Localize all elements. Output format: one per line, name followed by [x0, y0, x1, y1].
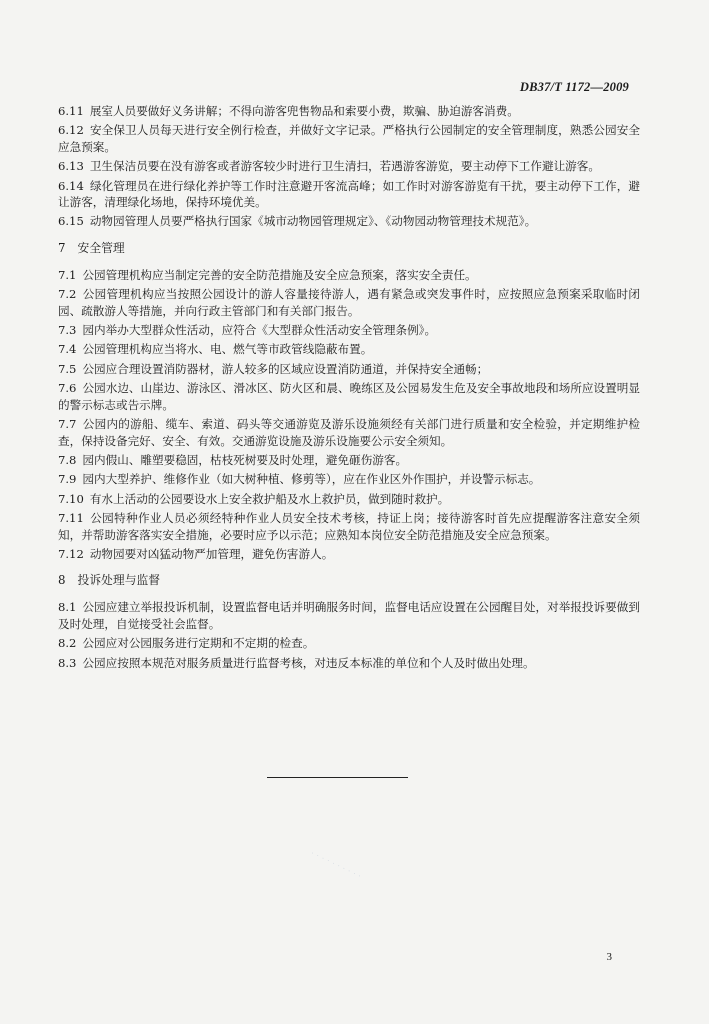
- clause-paragraph: [58, 491, 640, 507]
- section-heading: [58, 240, 640, 256]
- clause-paragraph: [58, 341, 640, 357]
- clause-paragraph: [58, 158, 640, 174]
- clause-text: 公园管理机构应当制定完善的安全防范措施及安全应急预案，落实安全责任。: [82, 267, 477, 282]
- clause-text: 园内举办大型群众性活动，应符合《大型群众性活动安全管理条例》。: [82, 323, 437, 338]
- clause-paragraph: [58, 213, 640, 229]
- clause-text: 公园应建立举报投诉机制，设置监督电话并明确服务时间，监督电话应设置在公园醒目处，对举报投诉要做到及时处理，自觉接受社会监督。: [58, 600, 640, 631]
- clause-number: 7.5: [58, 361, 77, 376]
- clause-paragraph: [58, 599, 640, 632]
- clause-paragraph: [58, 322, 640, 338]
- clause-paragraph: [58, 635, 640, 651]
- document-id: DB37/T 1172—2009: [519, 80, 629, 94]
- clause-number: 7.7: [58, 417, 77, 432]
- clause-number: 7.12: [58, 546, 84, 561]
- clause-paragraph: [58, 103, 640, 119]
- clause-paragraph: [58, 655, 640, 671]
- section-number: 7: [58, 240, 66, 255]
- clause-paragraph: [58, 361, 640, 377]
- clause-paragraph: [58, 380, 640, 413]
- clause-number: 6.11: [58, 104, 84, 118]
- clause-number: 7.1: [58, 267, 77, 282]
- clause-text: 卫生保洁员要在没有游客或者游客较少时进行卫生清扫，若遇游客游览，要主动停下工作避让游客。: [89, 159, 600, 174]
- clause-text: 动物园要对凶猛动物严加管理，避免伤害游人。: [89, 546, 334, 561]
- section-title: 安全管理: [77, 240, 125, 255]
- clause-text: 展室人员要做好义务讲解；不得向游客兜售物品和索要小费，欺骗、胁迫游客消费。: [89, 104, 519, 118]
- section-title: 投诉处理与监督: [77, 573, 161, 588]
- section-number: 8: [58, 573, 66, 588]
- document-body: [58, 103, 640, 674]
- clause-number: 6.15: [58, 214, 84, 229]
- clause-number: 7.11: [58, 511, 84, 526]
- clause-paragraph: [58, 416, 640, 449]
- clause-number: 7.3: [58, 323, 77, 338]
- clause-text: 公园水边、山崖边、游泳区、滑冰区、防火区和晨、晚练区及公园易发生危及安全事故地段和场所应设置明显的警示标志或告示牌。: [58, 381, 640, 412]
- clause-number: 8.1: [58, 600, 77, 615]
- clause-text: 公园应合理设置消防器材，游人较多的区域应设置消防通道，并保持安全通畅；: [82, 361, 489, 376]
- clause-paragraph: [58, 286, 640, 319]
- clause-number: 7.9: [58, 472, 77, 487]
- clause-paragraph: [58, 452, 640, 468]
- clause-paragraph: [58, 178, 640, 211]
- clause-number: 6.12: [58, 123, 84, 138]
- clause-text: 有水上活动的公园要设水上安全救护船及水上救护员，做到随时救护。: [89, 491, 450, 506]
- clause-text: 公园管理机构应当按照公园设计的游人容量接待游人，遇有紧急或突发事件时，应按照应急预案采取临时闭园、疏散游人等措施，并向行政主管部门和有关部门报告。: [58, 287, 640, 318]
- clause-number: 8.3: [58, 655, 77, 670]
- clause-text: 公园应对公园服务进行定期和不定期的检查。: [82, 636, 315, 651]
- page-number: 3: [606, 951, 612, 963]
- clause-paragraph: [58, 510, 640, 543]
- clause-paragraph: [58, 546, 640, 562]
- clause-number: 7.4: [58, 342, 77, 357]
- clause-text: 安全保卫人员每天进行安全例行检查，并做好文字记录。严格执行公园制定的安全管理制度，熟悉公园安全应急预案。: [58, 123, 640, 154]
- clause-text: 公园管理机构应当将水、电、燃气等市政管线隐蔽布置。: [82, 342, 373, 357]
- clause-paragraph: [58, 471, 640, 487]
- clause-number: 6.14: [58, 178, 84, 193]
- clause-paragraph: [58, 267, 640, 283]
- clause-number: 7.6: [58, 381, 77, 396]
- clause-number: 7.10: [58, 491, 84, 506]
- clause-text: 公园特种作业人员必须经特种作业人员安全技术考核，持证上岗；接待游客时首先应提醒游客注意安全须知，并帮助游客落实安全措施，必要时应予以示范；应熟知本岗位安全防范措施及安全应急预案。: [58, 511, 640, 542]
- section-heading: [58, 572, 640, 588]
- clause-text: 公园应按照本规范对服务质量进行监督考核，对违反本标准的单位和个人及时做出处理。: [82, 655, 535, 670]
- clause-text: 园内大型养护、维修作业（如大树种植、修剪等），应在作业区外作围护，并设警示标志。: [82, 472, 541, 487]
- clause-number: 6.13: [58, 159, 84, 174]
- clause-number: 7.8: [58, 452, 77, 467]
- clause-number: 7.2: [58, 287, 77, 302]
- end-rule: [267, 777, 408, 778]
- clause-number: 8.2: [58, 636, 77, 651]
- clause-text: 公园内的游船、缆车、索道、码头等交通游览及游乐设施须经有关部门进行质量和安全检验，并定期维护检查，保持设备完好、安全、有效。交通游览设施及游乐设施要公示安全须知。: [58, 417, 640, 448]
- clause-text: 园内假山、雕塑要稳固，枯枝死树要及时处理，避免砸伤游客。: [82, 452, 408, 467]
- clause-text: 动物园管理人员要严格执行国家《城市动物园管理规定》、《动物园动物管理技术规范》。: [89, 214, 537, 229]
- faint-watermark: · · · · · · · · · ·: [309, 850, 363, 881]
- clause-text: 绿化管理员在进行绿化养护等工作时注意避开客流高峰；如工作时对游客游览有干扰，要主动停下工作，避让游客，清理绿化场地，保持环境优美。: [58, 178, 640, 210]
- clause-paragraph: [58, 122, 640, 155]
